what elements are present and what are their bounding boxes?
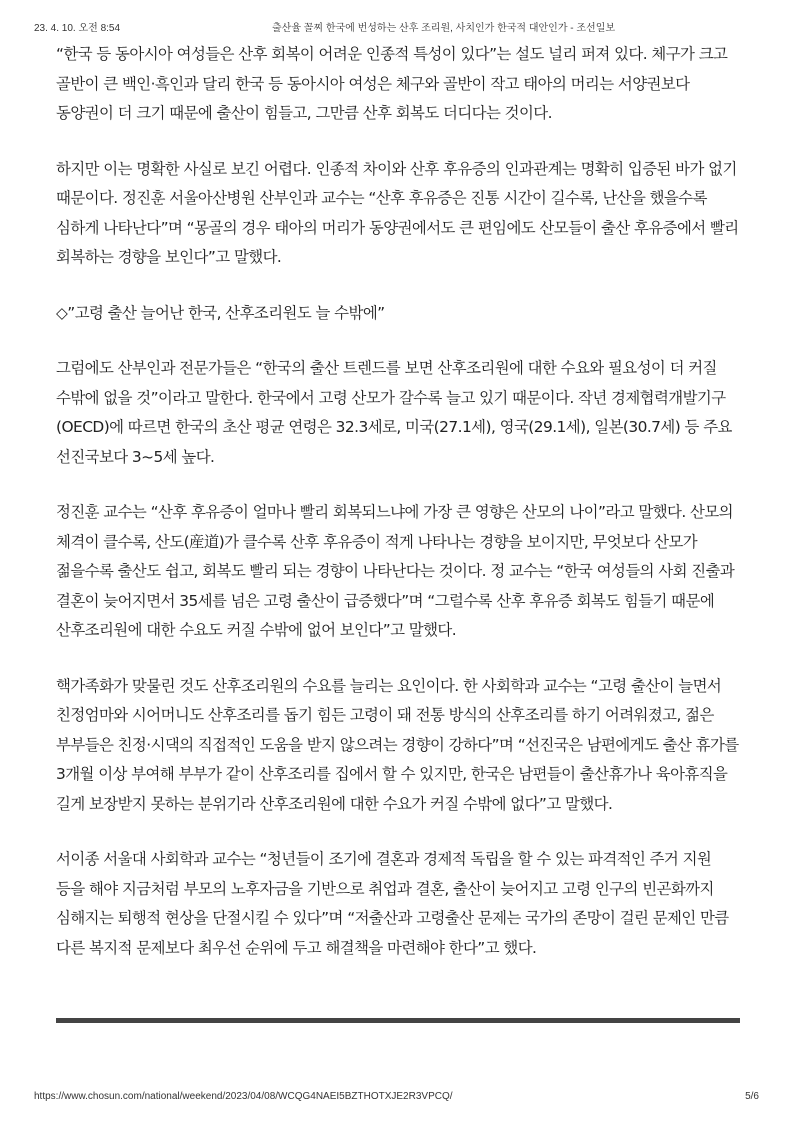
article-end-divider — [56, 1018, 740, 1023]
article-subheading: ◇”고령 출산 늘어난 한국, 산후조리원도 늘 수밖에” — [56, 303, 385, 322]
article-body — [56, 40, 742, 989]
print-footer — [34, 1091, 759, 1105]
article-paragraph: 서이종 서울대 사회학과 교수는 “청년들이 조기에 결혼과 경제적 독립을 할 수 있는 파격적인 주거 지원 등을 해야 지금처럼 부모의 노후자금을 기반으로 취업과 결혼, 출산이 늦어지고 고령 인구의 빈곤화까지 심해지는 퇴행적 현상을 단절시킬 수 있다”며 “저출산과 고령출산 문제는 국가의 존망이 걸린 문제인 만큼 다른 복지적 문제보다 최우선 순위에 두고 해결책을 마련해야 한다”고 했다. — [56, 850, 729, 957]
article-paragraph: “한국 등 동아시아 여성들은 산후 회복이 어려운 인종적 특성이 있다”는 설도 널리 퍼져 있다. 체구가 크고 골반이 큰 백인·흑인과 달리 한국 등 동아시아 여성은 체구와 골반이 작고 태아의 머리는 서양권보다 동양권이 더 크기 때문에 출산이 힘들고, 그만큼 산후 회복도 더디다는 것이다. — [56, 45, 728, 122]
print-page-title: 출산율 꼴찌 한국에 번성하는 산후 조리원, 사치인가 한국적 대안인가 - 조선일보 — [272, 23, 616, 34]
print-datetime: 23. 4. 10. 오전 8:54 — [34, 23, 121, 34]
print-page-number: 5/6 — [745, 1091, 759, 1102]
article-paragraph: 그럼에도 산부인과 전문가들은 “한국의 출산 트렌드를 보면 산후조리원에 대한 수요와 필요성이 더 커질 수밖에 없을 것”이라고 말한다. 한국에서 고령 산모가 갈수록 늘고 있기 때문이다. 작년 경제협력개발기구(OECD)에 따르면 한국의 초산 평균 연령은 32.3세로, 미국(27.1세), 영국(29.1세), 일본(30.7세) 등 주요 선진국보다 3~5세 높다. — [56, 359, 732, 466]
article-paragraph: 하지만 이는 명확한 사실로 보긴 어렵다. 인종적 차이와 산후 후유증의 인과관계는 명확히 입증된 바가 없기 때문이다. 정진훈 서울아산병원 산부인과 교수는 “산후 후유증은 진통 시간이 길수록, 난산을 했을수록 심하게 나타난다”며 “몽골의 경우 태아의 머리가 동양권에서도 큰 편임에도 산모들이 출산 후유증에서 빨리 회복하는 경향을 보인다”고 말했다. — [56, 159, 739, 266]
print-header — [34, 19, 759, 35]
print-url: https://www.chosun.com/national/weekend/2023/04/08/WCQG4NAEI5BZTHOTXJE2R3VPCQ/ — [34, 1091, 453, 1102]
article-paragraph: 핵가족화가 맞물린 것도 산후조리원의 수요를 늘리는 요인이다. 한 사회학과 교수는 “고령 출산이 늘면서 친정엄마와 시어머니도 산후조리를 돕기 힘든 고령이 돼 전통 방식의 산후조리를 하기 어려워졌고, 젊은 부부들은 친정·시댁의 직접적인 도움을 받지 않으려는 경향이 강하다”며 “선진국은 남편에게도 출산 휴가를 3개월 이상 부여해 부부가 같이 산후조리를 집에서 할 수 있지만, 한국은 남편들이 출산휴가나 육아휴직을 길게 보장받지 못하는 분위기라 산후조리원에 대한 수요가 커질 수밖에 없다”고 말했다. — [56, 676, 739, 813]
article-paragraph: 정진훈 교수는 “산후 후유증이 얼마나 빨리 회복되느냐에 가장 큰 영향은 산모의 나이”라고 말했다. 산모의 체격이 클수록, 산도(産道)가 클수록 산후 후유증이 적게 나타나는 경향을 보이지만, 무엇보다 산모가 젊을수록 출산도 쉽고, 회복도 빨리 되는 경향이 나타난다는 것이다. 정 교수는 “한국 여성들의 사회 진출과 결혼이 늦어지면서 35세를 넘은 고령 출산이 급증했다”며 “그럴수록 산후 후유증 회복도 힘들기 때문에 산후조리원에 대한 수요도 커질 수밖에 없어 보인다”고 말했다. — [56, 503, 735, 639]
